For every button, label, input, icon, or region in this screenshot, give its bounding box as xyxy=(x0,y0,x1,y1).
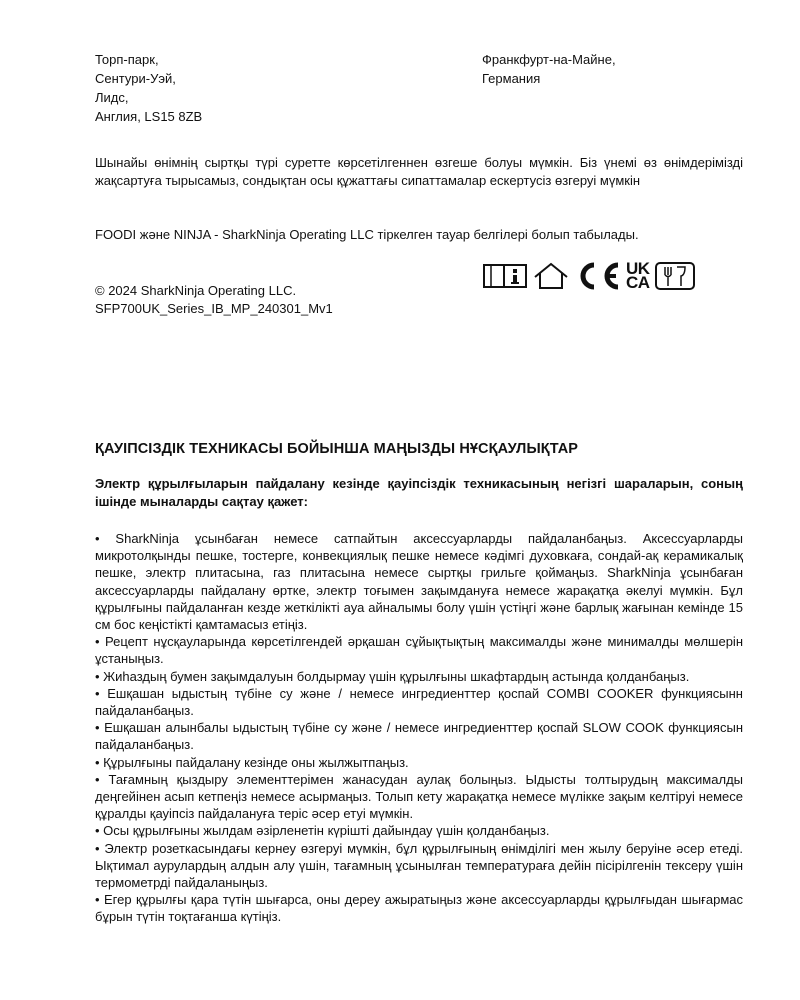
address-line: Германия xyxy=(482,71,541,86)
list-item: • Рецепт нұсқауларында көрсетілгендей әрқашан сұйықтықтың максималды және минималды мөлшерін ұстаныңыз. xyxy=(95,634,743,667)
address-line: Торп-парк, xyxy=(95,52,159,67)
list-item: • Ешқашан ыдыстың түбіне су және / немесе ингредиенттер қоспай COMBI COOKER функциясынн пайдаланбаңыз. xyxy=(95,685,743,719)
address-left xyxy=(95,50,202,126)
list-item: • Электр розеткасындағы кернеу өзгеруі мүмкін, бұл құрылғының өнімділігі мен жылу беруіне әсер етеді. Ықтимал аурулардың алдын алу үшін, тағамның ұсынылған температураға дейін пісірілгенін тексеру үшін термометрді пайдаланыңыз. xyxy=(95,840,743,891)
address-line: Англия, LS15 8ZB xyxy=(95,109,203,124)
disclaimer-text: Шынайы өнімнің сыртқы түрі суретте көрсетілгеннен өзгеше болуы мүмкін. Біз үнемі өз өнімдерімізді жақсартуға тырысамыз, сондықтан осы құжаттағы сипаттамалар ескертусіз өзгеруі мүмкін xyxy=(95,155,743,188)
list-item: • Жиһаздың бумен зақымдалуын болдырмау үшін құрылғыны шкафтардың астында қолданбаңыз. xyxy=(95,668,690,684)
section-heading: ҚАУІПСІЗДІК ТЕХНИКАСЫ БОЙЫНША МАҢЫЗДЫ НҰСҚАУЛЫҚТАР xyxy=(95,441,579,457)
copyright-block xyxy=(95,282,333,318)
address-line: Лидс, xyxy=(95,90,129,105)
ukca-top-text: UK xyxy=(626,259,650,278)
instruction-manual-icon xyxy=(482,261,528,291)
section-intro: Электр құрылғыларын пайдалану кезінде қауіпсіздік техникасының негізгі шараларын, соның ішінде мыналарды сақтау қажет: xyxy=(95,476,743,509)
compliance-marks xyxy=(482,260,738,292)
list-item: • Ешқашан алынбалы ыдыстың түбіне су және / немесе ингредиенттер қоспай SLOW COOK функциясын пайдаланбаңыз. xyxy=(95,720,743,753)
address-right xyxy=(482,50,616,88)
food-contact-icon xyxy=(654,261,696,291)
list-item: • Тағамның қыздыру элементтерімен жанасудан аулақ болыңыз. Ыдысты толтырудың максималды деңгейінен асып кетпеңіз немесе асырмаңыз. Толып кету жарақатқа немесе мүлікке зақым келтіруі немесе құралды қауіпсіз пайдалануға теріс әсер етуі мүмкін. xyxy=(95,771,743,822)
ce-mark-icon xyxy=(574,261,622,291)
list-item: • Осы құрылғыны жылдам әзірленетін күрішті дайындау үшін қолданбаңыз. xyxy=(95,823,550,839)
list-item: • Егер құрылғы қара түтін шығарса, оны дереу ажыратыңыз және аксессуарларды құрылғыдан шығармас бұрын түтін тоқтағанша күтіңіз. xyxy=(95,892,743,925)
safety-bullet-list xyxy=(95,530,743,926)
trademark-text: FOODI және NINJA - SharkNinja Operating LLC тіркелген тауар белгілері болып табылады. xyxy=(95,227,639,242)
address-line: Франкфурт-на-Майне, xyxy=(482,52,616,67)
ukca-bottom-text: CA xyxy=(626,273,650,292)
document-code: SFP700UK_Series_IB_MP_240301_Mv1 xyxy=(95,301,333,316)
indoor-use-icon xyxy=(532,261,570,291)
list-item: • SharkNinja ұсынбаған немесе сатпайтын аксессуарларды пайдаланбаңыз. Аксессуарларды микротолқынды пешке, тостерге, конвекциялық пешке немесе кәдімгі духовкаға, сондай-ақ керамикалық пешке, электр плитасына, газ плитасына немесе сыртқы грильге қоймаңыз. SharkNinja ұсынбаған аксессуарларды пайдалану өртке, электр тоғымен зақымдануға немесе жарақатқа әкелуі мүмкін. Бұл құрылғыны пайдаланған кезде жеткілікті ауа айналымы болу үшін үстіңгі және барлық жағынан кемінде 15 см бос кеңістікті қамтамасыз етіңіз. xyxy=(95,531,743,633)
copyright-text: © 2024 SharkNinja Operating LLC. xyxy=(95,283,297,298)
ukca-mark-icon xyxy=(626,259,650,292)
list-item: • Құрылғыны пайдалану кезінде оны жылжытпаңыз. xyxy=(95,754,409,770)
address-line: Сентури-Уэй, xyxy=(95,71,176,86)
